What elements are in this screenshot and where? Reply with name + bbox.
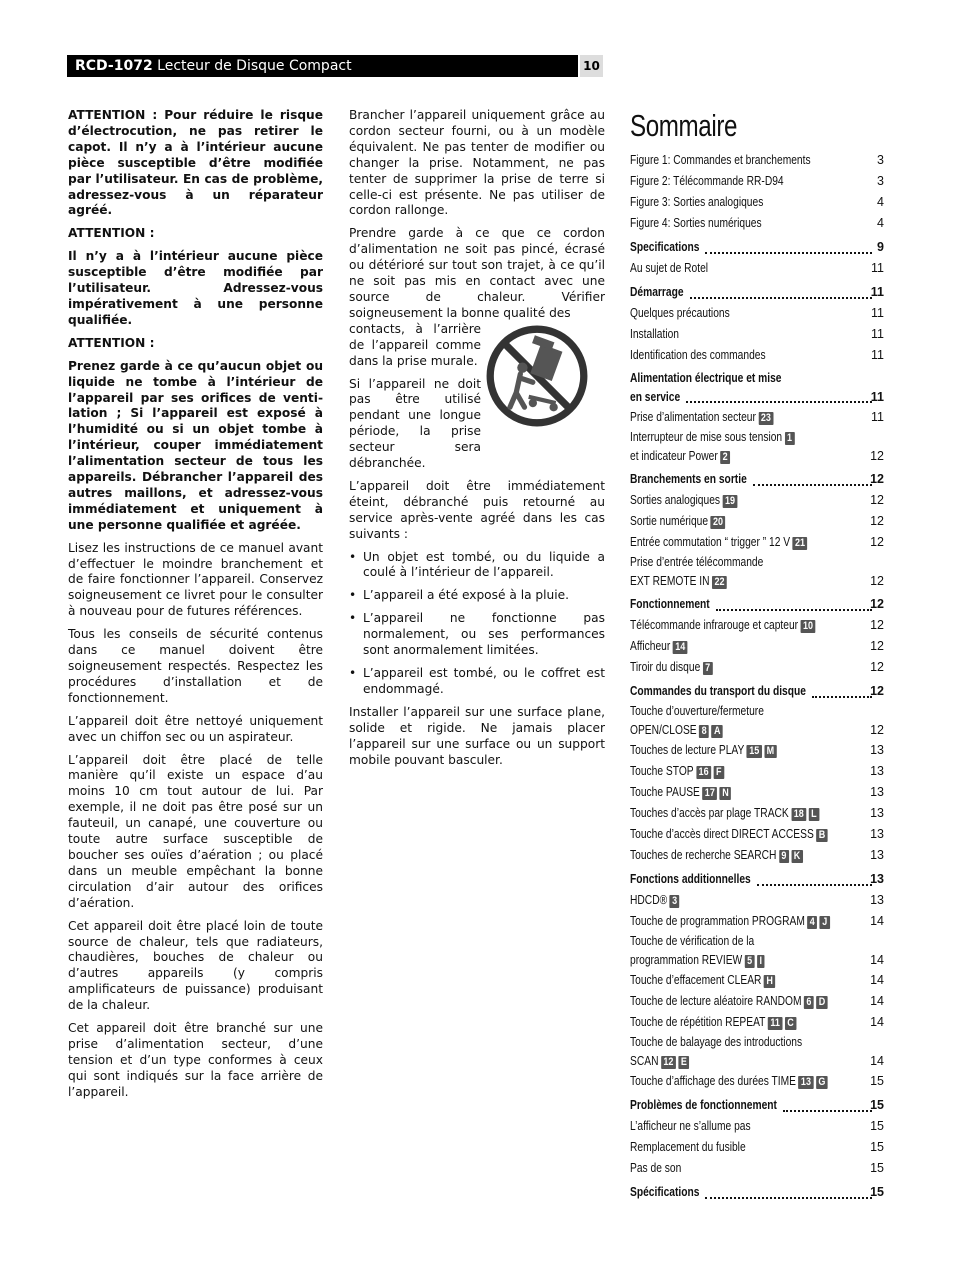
toc-entry[interactable] [630, 845, 884, 866]
paragraph: Prenez garde à ce qu’aucun objet ou liquide ne tombe à l’intérieur de l’appareil par ses orifices de venti-lation ; Si l’appareil est exposé à l’humidité ou si un objet tombe à l’intérieur, couper immédiatement l’alimentation secteur de tous les appareils. Débrancher l’appareil des autres maillons, et adressez-vous immédiatement et uniquement à une personne qualifiée et agréée. [68, 358, 323, 532]
paragraph: Prendre garde à ce que ce cordon d’alimentation ne soit pas pincé, écrasé ou détérioré sur tout son trajet, à ce qu’il ne soit pas mis en contact avec une source de chaleur. Vérifier soigneusement la bonne qualité des [349, 226, 605, 320]
page-number: 10 [580, 55, 603, 77]
toc-label: Remplacement du fusible [630, 1140, 746, 1154]
key-reference-badge: 18 [791, 808, 806, 821]
key-reference-badge: 20 [711, 516, 726, 529]
paragraph: Tous les conseils de sécurité contenus dans ce manuel doivent être soigneusement respectés. Respectez les procédures d’installation et de fonctionnement. [68, 627, 323, 705]
model-name: RCD-1072 [75, 58, 153, 74]
paragraph: Installer l’appareil sur une surface plane, solide et rigide. Ne jamais placer l’appareil sur une surface ou un support mobile pouvant basculer. [349, 704, 605, 767]
toc-page-number: 15 [870, 1098, 884, 1112]
toc-label: Identification des commandes [630, 348, 766, 362]
toc-entry[interactable] [630, 970, 884, 991]
toc-page-number: 13 [870, 872, 884, 886]
toc-label: Entrée commutation “ trigger ” 12 V [630, 535, 791, 549]
toc-label: Alimentation électrique et mise [630, 371, 782, 385]
toc-entry[interactable] [630, 991, 884, 1012]
toc-page-number: 12 [870, 618, 884, 632]
toc-page-number: 13 [870, 848, 884, 862]
toc-page-number: 13 [870, 806, 884, 820]
toc-label: Figure 1: Commandes et branchements [630, 153, 811, 167]
toc-label: Figure 3: Sorties analogiques [630, 195, 764, 209]
dot-leader [690, 297, 872, 299]
toc-page-number: 15 [870, 1074, 884, 1088]
toc-page-number: 12 [870, 574, 884, 588]
toc-entry[interactable] [630, 761, 884, 782]
dot-leader [705, 1197, 872, 1199]
key-reference-badge: 6 [804, 996, 814, 1009]
toc-page-number: 12 [870, 723, 884, 737]
paragraph: ATTENTION : [68, 335, 155, 350]
toc-label: Commandes du transport du disque [630, 684, 806, 698]
toc-label: Touches de recherche SEARCH [630, 848, 777, 862]
key-reference-badge: M [764, 745, 776, 758]
paragraph: Si l’appareil ne doit pas être utilisé pendant une longue période, la prise secteur sera débranchée. [349, 376, 481, 471]
toc-page-number: 11 [870, 390, 884, 404]
dot-leader [753, 484, 872, 486]
toc-label: Tiroir du disque [630, 660, 701, 674]
toc-page-number: 4 [877, 195, 884, 209]
toc-entry[interactable] [630, 636, 884, 657]
toc-entry[interactable] [630, 1012, 884, 1033]
toc-label: Afficheur [630, 639, 671, 653]
key-reference-badge: 14 [673, 641, 688, 654]
toc-page-number: 12 [870, 684, 884, 698]
toc-entry[interactable] [630, 192, 884, 213]
toc-page-number: 13 [870, 827, 884, 841]
toc-label: Touche de lecture aléatoire RANDOM [630, 994, 802, 1008]
toc-entry[interactable] [630, 1158, 884, 1179]
toc-label: Specifications [630, 240, 700, 254]
key-reference-badge: J [820, 916, 830, 929]
toc-label: Touche d’ouverture/fermeture [630, 704, 764, 718]
paragraph: L’appareil doit être immédiatement éteint, débranché puis retourné au service après-vente agréé dans les cas suivants : [349, 478, 605, 541]
toc-label: Fonctionnement [630, 597, 710, 611]
toc-entry[interactable] [630, 782, 884, 803]
toc-page-number: 9 [877, 240, 884, 254]
toc-page-number: 12 [870, 660, 884, 674]
paragraph: Cet appareil doit être branché sur une prise d’alimentation secteur, d’une tension et d’un type conformes à ceux qui sont indiqués sur la face arrière de l’appareil. [68, 1021, 323, 1099]
key-reference-badge: 13 [798, 1076, 813, 1089]
key-reference-badge: I [757, 955, 764, 968]
paragraph: Cet appareil doit être placé loin de toute source de chaleur, tels que radiateurs, chaudières, bouches de chaleur ou d’autres appareils (y compris amplificateurs de puissance) produisant de la chaleur. [68, 918, 323, 1013]
paragraph: contacts, à l’arrière de l’appareil comme dans la prise murale. [349, 321, 481, 368]
toc-page-number: 13 [870, 785, 884, 799]
paragraph: L’appareil doit être nettoyé uniquement avec un chiffon sec ou un aspirateur. [68, 713, 323, 744]
toc-label: Sortie numérique [630, 514, 709, 528]
toc-label: Interrupteur de mise sous tension [630, 430, 783, 444]
toc-entry[interactable] [630, 345, 884, 366]
list-item: • L’appareil a été exposé à la pluie. [349, 588, 605, 604]
dot-leader [812, 696, 872, 698]
key-reference-badge: 4 [807, 916, 817, 929]
toc-page-number: 11 [871, 261, 884, 275]
list-item: • L’appareil ne fonctionne pas normalement, ou ses performances sont anormalement limitées. [349, 611, 605, 659]
toc-label: Au sujet de Rotel [630, 261, 709, 275]
toc-label: programmation REVIEW [630, 953, 743, 967]
toc-page-number: 14 [870, 1054, 884, 1068]
toc-entry[interactable] [630, 911, 884, 932]
toc-section[interactable] [630, 469, 884, 490]
key-reference-badge: 16 [696, 766, 711, 779]
toc-label: Touches de lecture PLAY [630, 743, 745, 757]
key-reference-badge: 12 [661, 1056, 676, 1069]
key-reference-badge: 5 [745, 955, 755, 968]
toc-page-number: 12 [870, 514, 884, 528]
paragraph: ATTENTION : Pour réduire le risque d’électrocution, ne pas retirer le capot. Il n’y a à l’intérieur aucune pièce susceptible d’être modifiée par l’utilisateur. En cas de problème, adressez-vous à un réparateur agréé. [68, 108, 323, 218]
toc-page-number: 12 [870, 535, 884, 549]
toc-page-number: 3 [877, 153, 884, 167]
toc-label: Prise d’entrée télécommande [630, 555, 764, 569]
paragraph: Brancher l’appareil uniquement grâce au cordon secteur fourni, ou à un modèle équivalent. Ne pas tenter de modifier ou changer la prise. Notamment, ne pas tenter de supprimer la prise de terre si celle-ci est présente. Ne pas utiliser de cordon rallonge. [349, 108, 605, 218]
key-reference-badge: D [816, 996, 827, 1009]
toc-page-number: 13 [870, 764, 884, 778]
toc-entry[interactable] [630, 740, 884, 761]
toc-entry[interactable] [630, 258, 884, 279]
toc-label: Touche d’accès direct DIRECT ACCESS [630, 827, 814, 841]
toc-page-number: 3 [877, 174, 884, 188]
toc-page-number: 14 [870, 953, 884, 967]
toc-section[interactable] [630, 869, 884, 890]
toc-page-number: 15 [870, 1161, 884, 1175]
toc-page-number: 12 [870, 597, 884, 611]
toc-entry[interactable] [630, 324, 884, 345]
key-reference-badge: F [714, 766, 724, 779]
toc-label: Télécommande infrarouge et capteur [630, 618, 799, 632]
dot-leader [783, 1110, 872, 1112]
key-reference-badge: G [816, 1076, 828, 1089]
key-reference-badge: 8 [699, 725, 709, 738]
toc-section[interactable] [630, 237, 884, 258]
toc-label: HDCD® [630, 893, 668, 907]
toc-label: Figure 4: Sorties numériques [630, 216, 762, 230]
no-cart-tipping-warning-icon [485, 324, 589, 428]
toc-label: EXT REMOTE IN [630, 574, 710, 588]
paragraph: ATTENTION : [68, 226, 155, 241]
toc-label: Quelques précautions [630, 306, 730, 320]
toc-label: Touche de balayage des introductions [630, 1035, 803, 1049]
toc-label: Touche de vérification de la [630, 934, 755, 948]
toc-page-number: 15 [870, 1140, 884, 1154]
figure-block [349, 322, 605, 472]
toc-entry[interactable] [630, 615, 884, 636]
toc-label: L’afficheur ne s’allume pas [630, 1119, 751, 1133]
toc-entry[interactable] [630, 490, 884, 511]
toc-label: Branchements en sortie [630, 472, 747, 486]
toc-label: Touche d’effacement CLEAR [630, 973, 762, 987]
toc-section[interactable] [630, 282, 884, 303]
toc-page-number: 14 [870, 914, 884, 928]
toc-label: et indicateur Power [630, 449, 718, 463]
toc-entry[interactable] [630, 428, 884, 466]
toc-entry[interactable] [630, 657, 884, 678]
safety-column-1 [68, 108, 323, 1108]
toc-entry[interactable] [630, 303, 884, 324]
toc-entry[interactable] [630, 532, 884, 553]
toc-entry[interactable] [630, 1137, 884, 1158]
toc-label: en service [630, 390, 681, 404]
toc-page-number: 11 [870, 285, 884, 299]
toc-page-number: 15 [870, 1119, 884, 1133]
toc-label: Touche STOP [630, 764, 694, 778]
toc-label: Spécifications [630, 1185, 700, 1199]
list-item: • L’appareil est tombé, ou le coffret est endommagé. [349, 666, 605, 698]
toc-section[interactable] [630, 1095, 884, 1116]
toc-label: Touche de répétition REPEAT [630, 1015, 766, 1029]
toc-label: Démarrage [630, 285, 684, 299]
key-reference-badge: 23 [758, 412, 773, 425]
key-reference-badge: 3 [670, 895, 680, 908]
key-reference-badge: L [809, 808, 819, 821]
dot-leader [686, 401, 872, 403]
toc-entry[interactable] [630, 890, 884, 911]
dot-leader [705, 252, 872, 254]
paragraph: Il n’y a à l’intérieur aucune pièce susceptible d’être modifiée par l’utilisateur. Adressez-vous impérativement à une personne qualifiée. [68, 249, 323, 327]
toc-label: Sorties analogiques [630, 493, 721, 507]
toc-page-number: 15 [870, 1185, 884, 1199]
toc-page-number: 14 [870, 1015, 884, 1029]
toc-entry[interactable] [630, 150, 884, 171]
key-reference-badge: H [764, 975, 775, 988]
paragraph: Lisez les instructions de ce manuel avant d’effectuer le moindre branchement et de faire fonctionner l’appareil. Conservez soigneusement ce livret pour le consulter à nouveau pour de futures références. [68, 540, 323, 619]
toc-label: Touches d’accès par plage TRACK [630, 806, 789, 820]
toc-page-number: 12 [870, 493, 884, 507]
key-reference-badge: 1 [785, 432, 795, 445]
toc-page-number: 14 [870, 973, 884, 987]
safety-column-2 [349, 108, 605, 775]
toc-entry[interactable] [630, 1116, 884, 1137]
header-subtitle: Lecteur de Disque Compact [157, 58, 352, 74]
toc-section[interactable] [630, 1182, 884, 1203]
toc-entry[interactable] [630, 1071, 884, 1092]
key-reference-badge: C [785, 1017, 796, 1030]
toc-entry[interactable] [630, 803, 884, 824]
toc-entry[interactable] [630, 932, 884, 970]
toc-page-number: 12 [870, 639, 884, 653]
toc-page-number: 11 [871, 348, 884, 362]
conditions-list [349, 550, 605, 698]
toc-label: Problèmes de fonctionnement [630, 1098, 777, 1112]
list-item: • Un objet est tombé, ou du liquide a coulé à l’intérieur de l’appareil. [349, 550, 605, 582]
toc-entry[interactable] [630, 511, 884, 532]
toc-page-number: 11 [871, 327, 884, 341]
toc-page-number: 11 [871, 306, 884, 320]
toc-page-number: 12 [870, 449, 884, 463]
toc-section[interactable] [630, 681, 884, 702]
toc-title: Sommaire [630, 108, 738, 143]
key-reference-badge: N [720, 787, 731, 800]
table-of-contents [630, 108, 884, 1203]
toc-page-number: 13 [870, 893, 884, 907]
toc-page-number: 12 [870, 472, 884, 486]
toc-list [630, 150, 884, 1203]
paragraph: L’appareil doit être placé de telle manière qu’il existe un espace d’au moins 10 cm tout autour de lui. Par exemple, il ne doit pas être posé sur un fauteuil, un canapé, une couverture ou toute autre surface susceptible de boucher ses ouïes d’aération ; ou placé dans un meuble empêchant la bonne circulation d’air autour des orifices d’aération. [68, 752, 323, 910]
header-bar [67, 55, 578, 77]
key-reference-badge: 9 [779, 850, 789, 863]
key-reference-badge: 22 [712, 576, 727, 589]
toc-label: Touche d’affichage des durées TIME [630, 1074, 797, 1088]
toc-label: Installation [630, 327, 680, 341]
toc-entry[interactable] [630, 171, 884, 192]
toc-label: Touche de programmation PROGRAM [630, 914, 805, 928]
toc-page-number: 11 [871, 410, 884, 424]
key-reference-badge: 2 [720, 451, 730, 464]
key-reference-badge: 7 [703, 662, 713, 675]
dot-leader [757, 884, 872, 886]
toc-page-number: 14 [870, 994, 884, 1008]
key-reference-badge: 15 [747, 745, 762, 758]
toc-entry[interactable] [630, 1033, 884, 1071]
key-reference-badge: 11 [768, 1017, 782, 1030]
toc-page-number: 4 [877, 216, 884, 230]
key-reference-badge: A [712, 725, 723, 738]
toc-label: Prise d’alimentation secteur [630, 410, 756, 424]
key-reference-badge: 21 [793, 537, 808, 550]
toc-label: SCAN [630, 1054, 659, 1068]
toc-entry[interactable] [630, 407, 884, 428]
toc-label: Figure 2: Télécommande RR-D94 [630, 174, 784, 188]
toc-entry[interactable] [630, 824, 884, 845]
dot-leader [716, 609, 872, 611]
toc-entry[interactable] [630, 702, 884, 740]
key-reference-badge: 19 [722, 495, 737, 508]
toc-entry[interactable] [630, 213, 884, 234]
key-reference-badge: E [678, 1056, 689, 1069]
toc-label: Pas de son [630, 1161, 682, 1175]
toc-section[interactable] [630, 594, 884, 615]
toc-label: Touche PAUSE [630, 785, 700, 799]
key-reference-badge: 17 [702, 787, 717, 800]
key-reference-badge: 10 [801, 620, 816, 633]
toc-page-number: 13 [870, 743, 884, 757]
page-header [67, 55, 603, 77]
toc-entry[interactable] [630, 553, 884, 591]
toc-section[interactable] [630, 369, 884, 407]
toc-label: Fonctions additionnelles [630, 872, 751, 886]
key-reference-badge: B [816, 829, 827, 842]
key-reference-badge: K [791, 850, 802, 863]
toc-label: OPEN/CLOSE [630, 723, 697, 737]
